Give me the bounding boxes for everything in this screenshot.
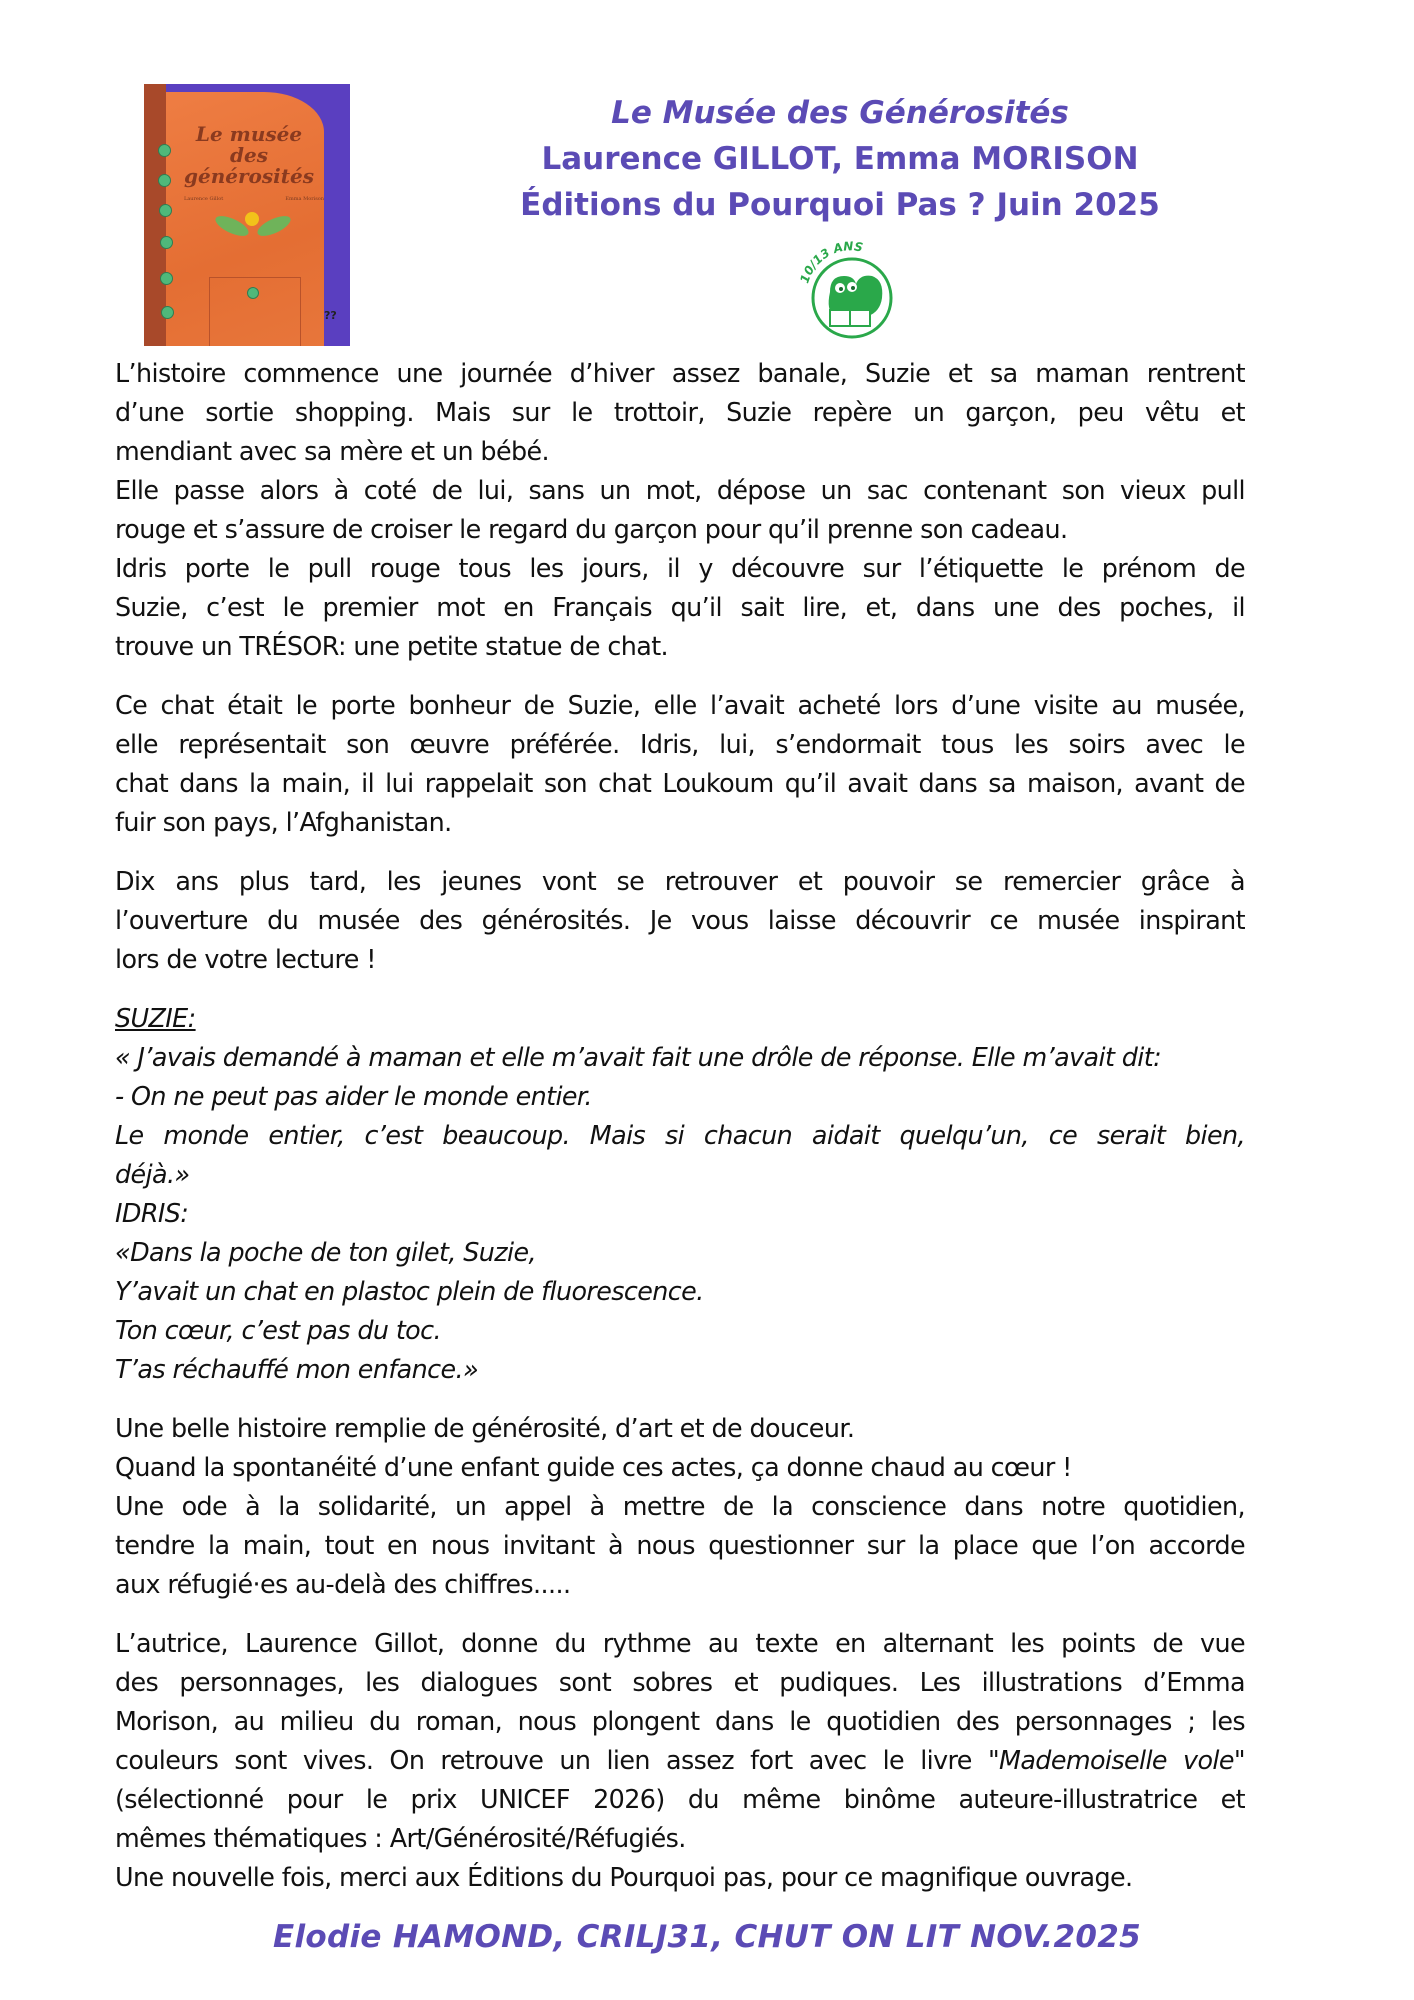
speaker-label: IDRIS: — [115, 1198, 189, 1228]
quote-line: «Dans la poche de ton gilet, Suzie, — [115, 1237, 536, 1267]
quote-line: Y’avait un chat en plastoc plein de fluorescence. — [115, 1276, 704, 1306]
text-fragment: " — [1233, 1745, 1245, 1775]
quotes-block — [115, 999, 1245, 1389]
button-icon — [158, 144, 171, 157]
book-cover-image — [144, 84, 350, 346]
quote-line: Ton cœur, c’est pas du toc. — [115, 1315, 441, 1345]
text-line: Idris porte le pull rouge tous les jours, il y découvre sur l’étiquette le prénom de — [115, 553, 1245, 583]
paragraph-opinion — [115, 1409, 1245, 1604]
cover-title-line: générosités — [184, 164, 314, 188]
age-badge-frog-icon — [790, 232, 910, 342]
text-fragment: couleurs sont vives. On retrouve un lien assez fort avec le livre " — [115, 1745, 1000, 1775]
text-line: Morison, au milieu du roman, nous plongent dans le quotidien des personnages ; les — [115, 1706, 1245, 1736]
book-authors: Laurence GILLOT, Emma MORISON — [541, 141, 1139, 177]
button-icon — [158, 174, 171, 187]
button-icon — [160, 236, 173, 249]
text-line: Quand la spontanéité d’une enfant guide ces actes, ça donne chaud au cœur ! — [115, 1452, 1072, 1482]
speaker-label: SUZIE: — [115, 1003, 196, 1033]
paragraph-summary-3 — [115, 862, 1245, 979]
text-line: L’autrice, Laurence Gillot, donne du rythme au texte en alternant les points de vue — [115, 1628, 1245, 1658]
text-line: Une nouvelle fois, merci aux Éditions du Pourquoi pas, pour ce magnifique ouvrage. — [115, 1862, 1133, 1892]
text-line — [115, 1741, 1245, 1780]
review-body — [115, 354, 1245, 1917]
quote-line: Le monde entier, c’est beaucoup. Mais si chacun aidait quelqu’un, ce serait bien, — [115, 1120, 1245, 1150]
quote-line: déjà.» — [115, 1159, 190, 1189]
cover-illustrator: Emma Morison — [285, 196, 324, 202]
quote-line: T’as réchauffé mon enfance.» — [115, 1354, 479, 1384]
text-line: Une ode à la solidarité, un appel à mettre de la conscience dans notre quotidien, — [115, 1491, 1245, 1521]
text-line: (sélectionné pour le prix UNICEF 2026) du même binôme auteure-illustratrice et — [115, 1784, 1245, 1814]
text-line: mêmes thématiques : Art/Générosité/Réfugiés. — [115, 1823, 686, 1853]
review-signature: Elodie HAMOND, CRILJ31, CHUT ON LIT NOV.2025 — [272, 1919, 1141, 1955]
text-line: Ce chat était le porte bonheur de Suzie, elle l’avait acheté lors d’une visite au musée, — [115, 690, 1245, 720]
age-label: 10/13 ANS — [797, 239, 865, 285]
publisher-date: Éditions du Pourquoi Pas ? Juin 2025 — [520, 187, 1160, 223]
button-icon — [247, 287, 259, 299]
text-line: chat dans la main, il lui rappelait son chat Loukoum qu’il avait dans sa maison, avant de — [115, 768, 1245, 798]
book-reference-title: Mademoiselle vole — [999, 1745, 1234, 1775]
button-icon — [159, 204, 172, 217]
paragraph-summary-2 — [115, 686, 1245, 842]
text-line: d’une sortie shopping. Mais sur le trottoir, Suzie repère un garçon, peu vêtu et — [115, 397, 1245, 427]
text-line: Elle passe alors à coté de lui, sans un mot, dépose un sac contenant son vieux pull — [115, 475, 1245, 505]
text-line: lors de votre lecture ! — [115, 944, 376, 974]
quote-line: - On ne peut pas aider le monde entier. — [115, 1081, 592, 1111]
cover-title-line: des — [230, 143, 268, 167]
quote-line: « J’avais demandé à maman et elle m’avait fait une drôle de réponse. Elle m’avait dit: — [115, 1042, 1162, 1072]
paragraph-analysis — [115, 1624, 1245, 1897]
cover-title-line: Le musée — [195, 122, 303, 146]
button-icon — [160, 272, 173, 285]
text-line: mendiant avec sa mère et un bébé. — [115, 436, 549, 466]
text-line: Suzie, c’est le premier mot en Français qu’il sait lire, et, dans une des poches, il — [115, 592, 1245, 622]
text-line: rouge et s’assure de croiser le regard du garçon pour qu’il prenne son cadeau. — [115, 514, 1068, 544]
text-line: des personnages, les dialogues sont sobres et pudiques. Les illustrations d’Emma — [115, 1667, 1245, 1697]
document-header — [500, 90, 1180, 228]
book-title: Le Musée des Générosités — [611, 95, 1069, 131]
paragraph-summary-1 — [115, 354, 1245, 666]
text-line: aux réfugié·es au-delà des chiffres..... — [115, 1569, 571, 1599]
cover-credits — [184, 196, 324, 202]
text-line: l’ouverture du musée des générosités. Je vous laisse découvrir ce musée inspirant — [115, 905, 1245, 935]
text-line: Une belle histoire remplie de générosité, d’art et de douceur. — [115, 1413, 855, 1443]
button-icon — [161, 306, 174, 319]
flower-icon — [245, 212, 259, 226]
text-line: trouve un TRÉSOR: une petite statue de chat. — [115, 631, 669, 661]
text-line: L’histoire commence une journée d’hiver assez banale, Suzie et sa maman rentrent — [115, 358, 1245, 388]
text-line: tendre la main, tout en nous invitant à nous questionner sur la place que l’on accorde — [115, 1530, 1245, 1560]
cover-title — [174, 124, 324, 187]
text-line: elle représentait son œuvre préférée. Idris, lui, s’endormait tous les soirs avec le — [115, 729, 1245, 759]
text-line: Dix ans plus tard, les jeunes vont se retrouver et pouvoir se remercier grâce à — [115, 866, 1245, 896]
cover-author: Laurence Gillot — [184, 196, 224, 202]
publisher-logo-icon: ?? — [324, 309, 337, 322]
text-line: fuir son pays, l’Afghanistan. — [115, 807, 452, 837]
